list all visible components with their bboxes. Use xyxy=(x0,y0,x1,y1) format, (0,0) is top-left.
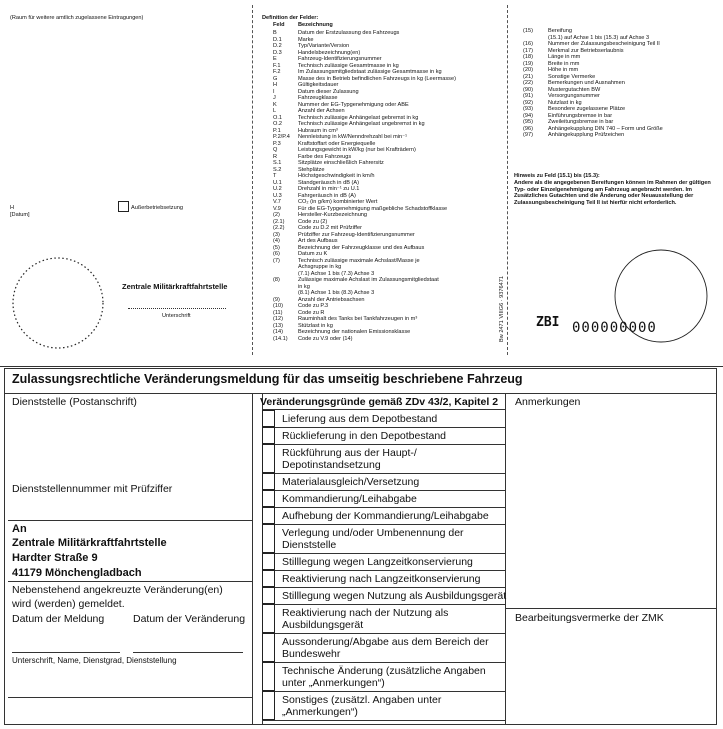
field-code: S.2 xyxy=(273,166,282,173)
reason-rule xyxy=(262,444,505,445)
field-description: Technisch zulässige Anhängelast gebremst in kg xyxy=(298,114,419,121)
field-description: Bezeichnung der nationalen Emissionsklasse xyxy=(298,329,411,335)
field-code: (11) xyxy=(273,309,283,316)
field-description: Code zu D.2 mit Prüfziffer xyxy=(298,225,362,231)
signature-input[interactable] xyxy=(8,668,252,696)
field-description: Anzahl der Antriebsachsen xyxy=(298,296,365,303)
field-code: D.2 xyxy=(273,43,282,49)
field-code: U.2 xyxy=(273,186,282,192)
field-description: Mustergutachten BW xyxy=(548,86,601,93)
field-row xyxy=(273,336,456,343)
stamp-circle-left xyxy=(10,255,106,351)
anmerkungen-label: Anmerkungen xyxy=(515,396,581,408)
field-code: (15) xyxy=(523,28,533,34)
reason-checkbox[interactable] xyxy=(262,473,275,490)
field-code: (2) xyxy=(273,212,280,218)
field-description: Datum dieser Zulassung xyxy=(298,88,359,95)
field-code: (19) xyxy=(523,60,533,67)
field-code: (16) xyxy=(523,41,533,47)
reasons-header-rule xyxy=(262,409,505,410)
authority-name: Zentrale Militärkraftfahrtstelle xyxy=(122,282,228,291)
field-description: Code zu V.9 oder (14) xyxy=(298,335,353,342)
field-code: (7) xyxy=(273,257,280,264)
reason-checkbox[interactable] xyxy=(262,633,275,662)
bearbeitung-label: Bearbeitungsvermerke der ZMK xyxy=(515,612,664,624)
exception-label: Außerbetriebsetzung xyxy=(131,205,183,211)
field-code: (2.1) xyxy=(273,218,285,225)
field-description: Einführungsbremse in bar xyxy=(548,112,613,119)
field-description: CO₂ (in g/km) kombinierter Wert xyxy=(298,199,378,205)
note-title: Hinweis zu Feld (15.1) bis (15.3): xyxy=(514,173,600,179)
field-description: Rauminhalt des Tanks bei Tankfahrzeugen in m³ xyxy=(298,316,418,322)
field-description: Marke xyxy=(298,36,314,43)
field-code: (12) xyxy=(273,316,283,322)
reason-rule xyxy=(262,587,505,588)
field-code: (13) xyxy=(273,322,283,329)
address-bottom-rule xyxy=(8,581,252,582)
field-description: (8.1) Achse 1 bis (8.3) Achse 3 xyxy=(298,290,375,296)
reason-rule xyxy=(262,473,505,474)
field-code: (14) xyxy=(273,329,283,335)
field-code: (90) xyxy=(523,86,533,93)
field-description: Nutzlast in kg xyxy=(548,99,582,106)
fields-title: Definition der Felder: xyxy=(262,15,319,21)
field-description: Stehplätze xyxy=(298,166,325,173)
reason-label: Kommandierung/Leihabgabe xyxy=(282,493,417,505)
field-description: Stützlast in kg xyxy=(298,322,333,329)
field-code: (91) xyxy=(523,93,533,99)
field-code: D.1 xyxy=(273,36,282,43)
field-code: (92) xyxy=(523,99,533,106)
field-description: Bemerkungen und Ausnahmen xyxy=(548,80,625,86)
field-description: Merkmal zur Betriebserlaubnis xyxy=(548,47,624,54)
reason-label: Rückführung aus der Haupt-/ Depotinstandsetzung xyxy=(282,447,417,471)
fold-line-1 xyxy=(252,5,253,355)
field-code: F.1 xyxy=(273,62,281,69)
field-code: P.1 xyxy=(273,127,281,134)
dienststelle-input[interactable] xyxy=(8,408,252,478)
title-divider xyxy=(4,393,717,394)
field-description: Farbe des Fahrzeugs xyxy=(298,153,352,160)
field-code: (2.2) xyxy=(273,225,285,231)
field-code: (17) xyxy=(523,47,533,54)
field-code: (18) xyxy=(523,54,533,60)
field-code: R xyxy=(273,153,278,160)
reason-checkbox[interactable] xyxy=(262,570,275,587)
field-code: (95) xyxy=(523,119,533,125)
address-line-3: 41179 Mönchengladbach xyxy=(12,567,142,579)
field-description: Datum der Erstzulassung des Fahrzeugs xyxy=(298,30,400,36)
field-description: Hersteller-Kurzbezeichnung xyxy=(298,212,368,218)
reason-label: Materialausgleich/Versetzung xyxy=(282,476,420,488)
field-row xyxy=(523,132,663,139)
field-description: Sonstige Vermerke xyxy=(548,73,596,80)
address-line-2: Hardter Straße 9 xyxy=(12,552,98,564)
exception-checkbox[interactable] xyxy=(118,201,129,212)
zbi-number: 000000000 xyxy=(572,320,657,336)
note-line-1: Nebenstehend angekreuzte Veränderung(en) xyxy=(12,584,223,596)
field-code: (93) xyxy=(523,106,533,112)
signature-line xyxy=(128,308,226,309)
field-description: Hubraum in cm³ xyxy=(298,127,338,134)
field-code: (20) xyxy=(523,67,533,73)
field-description: Technisch zulässige Anhängelast ungebremst in kg xyxy=(298,121,425,127)
field-description: Anhängekupplung Prüfzeichen xyxy=(548,132,625,138)
address-an: An xyxy=(12,523,27,535)
reason-label: Aussonderung/Abgabe aus dem Bereich der Bundeswehr xyxy=(282,636,489,660)
field-description: Fahrzeugklasse xyxy=(298,95,338,101)
field-code: P.2/P.4 xyxy=(273,134,290,140)
reason-label: Reaktivierung nach der Nutzung als Ausbildungsgerät xyxy=(282,607,449,631)
field-code: Q xyxy=(273,147,278,153)
h-label: H xyxy=(10,205,15,211)
stamp-circle-right xyxy=(613,248,709,344)
field-description: Bezeichnung der Fahrzeugklasse und des Aufbaus xyxy=(298,244,425,251)
date-report-input[interactable] xyxy=(12,627,120,651)
reason-checkbox[interactable] xyxy=(262,490,275,507)
reason-checkbox[interactable] xyxy=(262,604,275,633)
reason-rule xyxy=(262,553,505,554)
field-code: (21) xyxy=(523,73,533,80)
note-text: Andere als die angegebenen Bereifungen können im Rahmen der gültigen Typ- oder Einzelgenehmigung am Fahrzeug angebracht werden. Im Zusätzliches Gutachten und die Änderung oder Neuausstellung der Zulassungsbescheinigung Teil II ist hierfür nicht erforderlich. xyxy=(514,180,711,206)
reason-checkbox[interactable] xyxy=(262,587,275,604)
dienststelle-label: Dienststelle (Postanschrift) xyxy=(12,396,137,408)
field-description: Zulässige maximale Achslast im Zulassungsmitgliedstaat xyxy=(298,277,439,283)
field-code: J xyxy=(273,95,276,101)
field-code: (22) xyxy=(523,80,533,86)
field-description: Anzahl der Achsen xyxy=(298,108,345,114)
field-description: Achsgruppe in kg xyxy=(298,264,342,270)
signature-rule xyxy=(8,697,252,698)
reason-label: Lieferung aus dem Depotbestand xyxy=(282,413,438,425)
anmerkungen-input[interactable] xyxy=(510,410,712,606)
field-description: Besondere zugelassene Plätze xyxy=(548,106,626,112)
reason-label: Verlegung und/oder Umbenennung der Dienststelle xyxy=(282,527,464,551)
reason-rule xyxy=(262,570,505,571)
field-description: Technisch zulässige maximale Achslast/Masse je xyxy=(298,257,420,264)
field-code: F.2 xyxy=(273,69,281,75)
fields-head-bez: Bezeichnung xyxy=(298,22,333,28)
field-code: (10) xyxy=(273,303,283,309)
reason-checkbox[interactable] xyxy=(262,444,275,473)
date-report-label: Datum der Meldung xyxy=(12,613,105,625)
bearbeitung-input[interactable] xyxy=(510,626,712,721)
field-description: Nummer der EG-Typgenehmigung oder ABE xyxy=(298,101,409,108)
field-code: O.2 xyxy=(273,121,283,127)
field-code: L xyxy=(273,108,277,114)
field-code: (96) xyxy=(523,125,533,132)
vertical-form-code: Bw 2471 VIIIG6 · 9376471 xyxy=(499,276,505,342)
reason-label: Reaktivierung nach Langzeitkonservierung xyxy=(282,573,481,585)
field-description: Art des Aufbaus xyxy=(298,238,338,244)
address-top-rule xyxy=(8,520,252,521)
reason-checkbox[interactable] xyxy=(262,410,275,427)
field-code: U.3 xyxy=(273,192,282,199)
field-definitions xyxy=(273,30,456,342)
field-code: (9) xyxy=(273,296,280,303)
field-description: Gültigkeitsdauer xyxy=(298,82,339,88)
field-code: I xyxy=(273,88,275,95)
field-description: Breite in mm xyxy=(548,60,580,67)
field-code: S.1 xyxy=(273,160,282,166)
field-description: Fahrzeug-Identifizierungsnummer xyxy=(298,56,382,62)
field-code: (6) xyxy=(273,251,280,257)
field-description: Fahrgeräusch in dB (A) xyxy=(298,192,356,199)
reason-rule xyxy=(262,720,505,721)
reason-label: Aufhebung der Kommandierung/Leihabgabe xyxy=(282,510,489,522)
reason-checkbox[interactable] xyxy=(262,553,275,570)
field-description: Datum zu K xyxy=(298,251,328,257)
field-code: V.9 xyxy=(273,205,281,212)
field-code: H xyxy=(273,82,278,88)
field-description: Nummer der Zulassungsbescheinigung Teil II xyxy=(548,41,660,47)
column-divider-left xyxy=(252,393,253,725)
field-description: Drehzahl in min⁻¹ zu U.1 xyxy=(298,186,360,192)
fields-head-feld: Feld xyxy=(273,22,285,28)
reason-rule xyxy=(262,427,505,428)
field-description: Nennleistung in kW/Nenndrehzahl bei min⁻¹ xyxy=(298,134,407,140)
reason-rule xyxy=(262,633,505,634)
field-description: Länge in mm xyxy=(548,54,581,60)
form-title: Zulassungsrechtliche Veränderungsmeldung für das umseitig beschriebene Fahrzeug xyxy=(12,372,523,386)
field-description: Code zu (2) xyxy=(298,218,328,225)
field-description: Technisch zulässige Gesamtmasse in kg xyxy=(298,62,399,69)
field-description: Kraftstoffart oder Energiequelle xyxy=(298,140,376,147)
field-description: Höhe in mm xyxy=(548,67,579,73)
reason-rule xyxy=(262,662,505,663)
signature-line-label: Unterschrift, Name, Dienstgrad, Dienststellung xyxy=(12,656,177,665)
field-description: Im Zulassungsmitgliedstaat zulässige Gesamtmasse in kg xyxy=(298,69,442,75)
field-description: Leistungsgewicht in kW/kg (nur bei Krafträdern) xyxy=(298,147,416,153)
field-code: D.3 xyxy=(273,49,282,56)
reason-rule xyxy=(262,691,505,692)
field-code: B xyxy=(273,30,277,36)
field-code: U.1 xyxy=(273,179,282,186)
field-description: Zweileitungsbremse in bar xyxy=(548,119,614,125)
field-code: (94) xyxy=(523,112,533,119)
date-change-rule xyxy=(133,652,243,653)
zbi-label: ZBI xyxy=(536,315,560,330)
field-code: G xyxy=(273,75,278,82)
reason-checkbox[interactable] xyxy=(262,691,275,720)
field-code: (4) xyxy=(273,238,280,244)
reason-label: Technische Änderung (zusätzliche Angaben unter „Anmerkungen“) xyxy=(282,665,486,689)
fold-line-2 xyxy=(507,5,508,355)
field-description: Versorgungsnummer xyxy=(548,93,600,99)
field-description: Prüfziffer zur Fahrzeug-Identifizierungsnummer xyxy=(298,231,415,238)
field-code: O.1 xyxy=(273,114,283,121)
column-divider-right xyxy=(505,393,506,725)
left-header: (Raum für weitere amtlich zugelassene Eintragungen) xyxy=(10,15,144,21)
field-code: K xyxy=(273,101,277,108)
field-description: Bereifung xyxy=(548,28,572,34)
field-code: T xyxy=(273,173,277,179)
signature-label: Unterschrift xyxy=(162,313,191,319)
date-change-input[interactable] xyxy=(133,627,243,651)
date-report-rule xyxy=(12,652,120,653)
field-code: (14.1) xyxy=(273,335,288,342)
dienststellennummer-label: Dienststellennummer mit Prüfziffer xyxy=(12,483,173,495)
field-description: Handelsbezeichnung(en) xyxy=(298,49,361,56)
field-description: in kg xyxy=(298,283,310,290)
field-description: Code zu P.3 xyxy=(298,303,329,309)
field-description: Anhängekupplung DIN 740 – Form und Größe xyxy=(548,125,663,132)
field-description: Code zu R xyxy=(298,309,325,316)
reason-label: Sonstiges (zusätzl. Angaben unter „Anmerkungen“) xyxy=(282,694,442,718)
reason-label: Rücklieferung in den Depotbestand xyxy=(282,430,447,442)
field-code: V.7 xyxy=(273,199,281,205)
field-description: Standgeräusch in dB (A) xyxy=(298,179,359,186)
field-code: (3) xyxy=(273,231,280,238)
field-definitions-right xyxy=(523,28,663,139)
reasons-header: Veränderungsgründe gemäß ZDv 43/2, Kapitel 2 xyxy=(260,396,499,408)
reason-rule xyxy=(262,507,505,508)
reason-checkbox[interactable] xyxy=(262,524,275,553)
field-code: E xyxy=(273,56,277,62)
field-code: (5) xyxy=(273,244,280,251)
section-divider xyxy=(0,366,723,367)
reason-checkbox[interactable] xyxy=(262,427,275,444)
date-change-label: Datum der Veränderung xyxy=(133,613,246,625)
reason-rule xyxy=(262,524,505,525)
reason-label: Stilllegung wegen Langzeitkonservierung xyxy=(282,556,473,568)
field-description: Typ/Variante/Version xyxy=(298,43,350,49)
field-code: P.3 xyxy=(273,140,281,147)
field-code: (97) xyxy=(523,132,533,138)
reason-label: Stilllegung wegen Nutzung als Ausbildungsgerät xyxy=(282,590,507,602)
reason-checkbox[interactable] xyxy=(262,507,275,524)
address-line-1: Zentrale Militärkraftfahrtstelle xyxy=(12,537,167,549)
field-description: (7.1) Achse 1 bis (7.3) Achse 3 xyxy=(298,270,375,277)
reason-rule xyxy=(262,604,505,605)
field-code: (8) xyxy=(273,277,280,283)
field-description: Höchstgeschwindigkeit in km/h xyxy=(298,173,375,179)
bearbeitung-rule xyxy=(505,608,717,609)
note-line-2: wird (werden) gemeldet. xyxy=(12,598,125,610)
date-label: [Datum] xyxy=(10,212,30,218)
field-description: Sitzplätze einschließlich Fahrersitz xyxy=(298,160,384,166)
dienststellennummer-input[interactable] xyxy=(8,497,252,519)
field-description: Masse des in Betrieb befindlichen Fahrzeugs in kg (Leermasse) xyxy=(298,75,456,82)
field-description: Für die EG-Typgenehmigung maßgebliche Schadstoffklasse xyxy=(298,205,448,212)
reason-rule xyxy=(262,490,505,491)
reason-checkbox[interactable] xyxy=(262,662,275,691)
field-description: (15.1) auf Achse 1 bis (15.3) auf Achse 3 xyxy=(548,34,650,41)
